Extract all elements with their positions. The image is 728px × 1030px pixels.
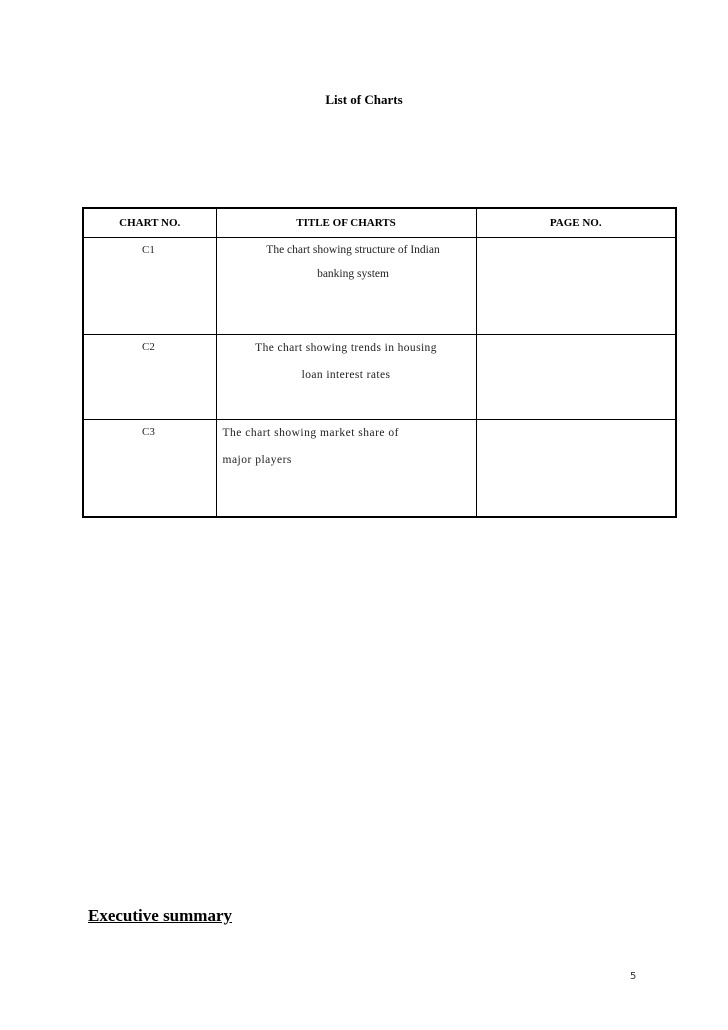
chart-title-line: The chart showing structure of Indian [266,244,440,256]
chart-no: C1 [142,244,155,256]
chart-title-line: The chart showing market share of [222,427,399,439]
header-title-of-charts: TITLE OF CHARTS [216,208,476,238]
page-no-cell [476,238,676,335]
table-header-row [83,208,676,238]
page-no-cell [476,335,676,420]
chart-title-line: loan interest rates [301,369,391,381]
page-title: List of Charts [325,92,403,107]
chart-title-line: major players [222,454,292,466]
chart-title-cell [216,238,476,335]
page-no-cell [476,420,676,518]
chart-title-line: banking system [317,268,389,280]
chart-no-cell [83,335,216,420]
table-row [83,335,676,420]
charts-table [82,207,677,518]
table-row [83,238,676,335]
chart-no-cell [83,420,216,518]
page-number: 5 [630,971,637,982]
chart-no: C2 [142,341,155,353]
header-page-no: PAGE NO. [476,208,676,238]
chart-no-cell [83,238,216,335]
chart-no: C3 [142,426,155,438]
chart-title-cell [216,335,476,420]
header-chart-no: CHART NO. [83,208,216,238]
table-row [83,420,676,518]
section-heading-executive-summary: Executive summary [88,906,233,925]
chart-title-cell [216,420,476,518]
chart-title-line: The chart showing trends in housing [255,342,437,354]
